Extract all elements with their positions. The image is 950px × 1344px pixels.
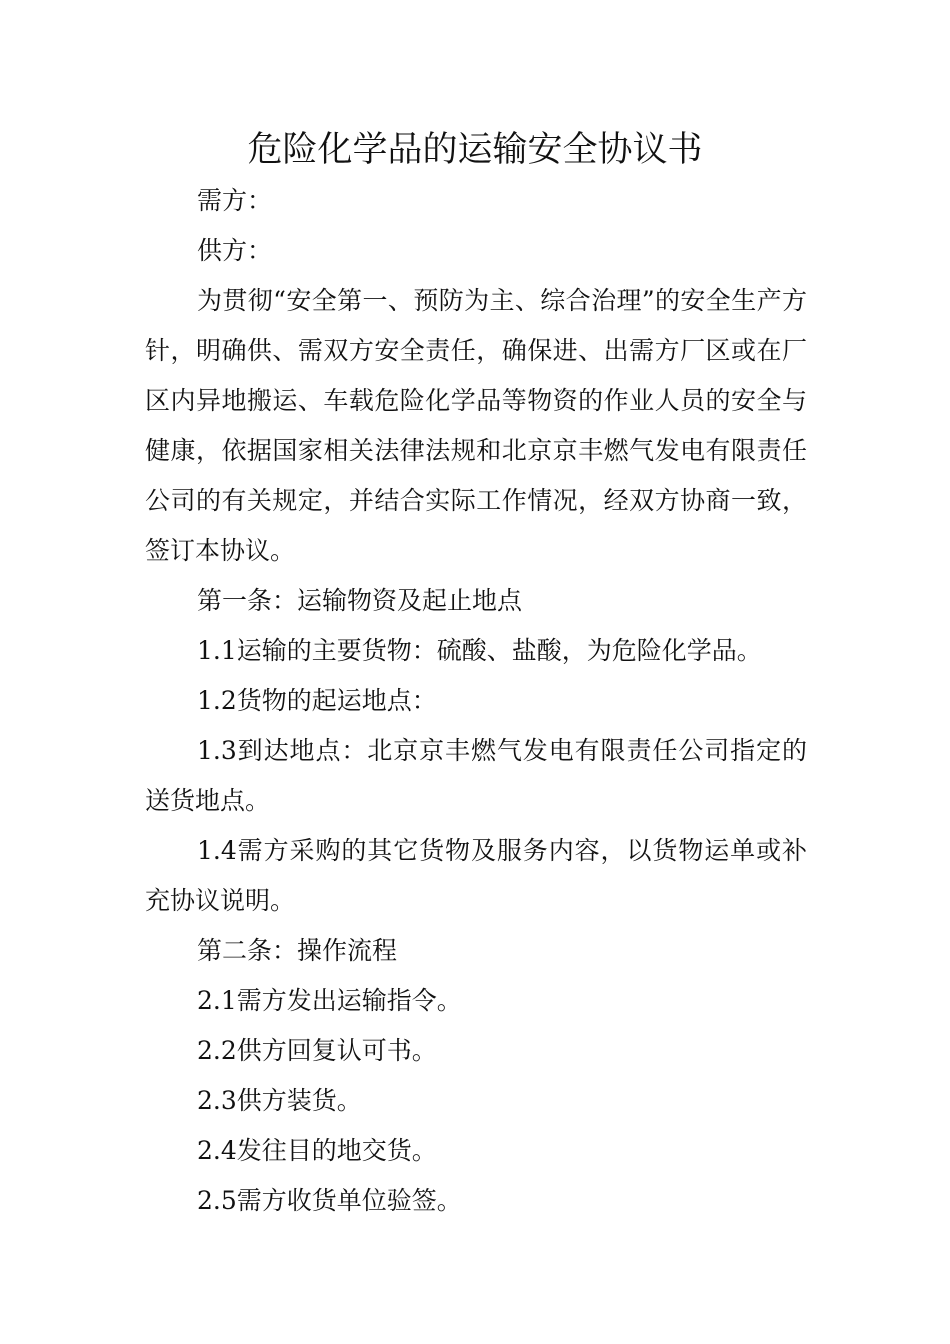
paragraph-preamble: 为贯彻“安全第一、预防为主、综合治理”的安全生产方针，明确供、需双方安全责任，确保进、出需方厂区或在厂区内异地搬运、车载危险化学品等物资的作业人员的安全与健康，依据国家相关法律法规和北京京丰燃气发电有限责任公司的有关规定，并结合实际工作情况，经双方协商一致，签订本协议。 xyxy=(145,286,807,565)
document-body xyxy=(145,176,807,1226)
clause-1-3: 1.3到达地点：北京京丰燃气发电有限责任公司指定的送货地点。 xyxy=(145,736,807,815)
clause-1-1: 1.1运输的主要货物：硫酸、盐酸，为危险化学品。 xyxy=(197,636,762,665)
paragraph-demand-party: 需方： xyxy=(197,186,273,215)
clause-2-5: 2.5需方收货单位验签。 xyxy=(197,1186,462,1215)
clause-1-4: 1.4需方采购的其它货物及服务内容，以货物运单或补充协议说明。 xyxy=(145,836,807,915)
clause-2-4: 2.4发往目的地交货。 xyxy=(197,1136,437,1165)
document-title: 危险化学品的运输安全协议书 xyxy=(247,130,703,170)
paragraph-supply-party: 供方： xyxy=(197,236,273,265)
article-1-heading: 第一条：运输物资及起止地点 xyxy=(197,586,523,615)
clause-1-2: 1.2货物的起运地点： xyxy=(197,686,437,715)
clause-2-2: 2.2供方回复认可书。 xyxy=(197,1036,437,1065)
clause-2-1: 2.1需方发出运输指令。 xyxy=(197,986,462,1015)
clause-2-3: 2.3供方装货。 xyxy=(197,1086,362,1115)
article-2-heading: 第二条：操作流程 xyxy=(197,936,398,965)
